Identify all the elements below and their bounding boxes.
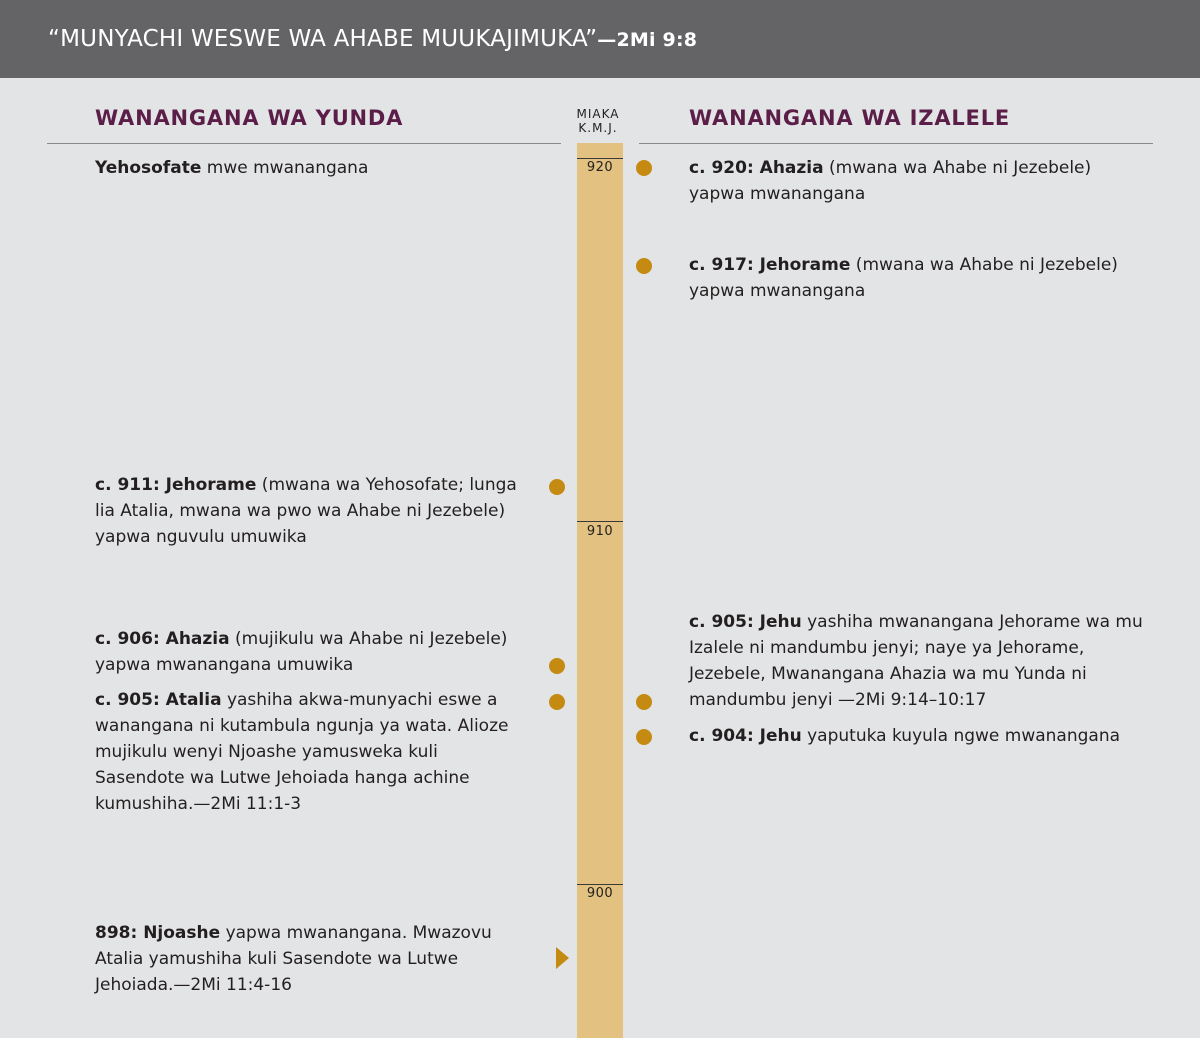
left-entry bbox=[95, 626, 515, 678]
left-column-title: WANANGANA WA YUNDA bbox=[95, 106, 404, 130]
left-entry bbox=[95, 472, 535, 550]
right-divider bbox=[639, 143, 1153, 144]
entry-text: (mwana wa Ahabe ni Jezebele) yapwa mwanangana bbox=[689, 255, 1118, 301]
timeline-marker-dot bbox=[636, 160, 652, 176]
timeline-marker-dot bbox=[636, 694, 652, 710]
timeline-tick-label: 900 bbox=[586, 886, 614, 901]
timeline-tick bbox=[577, 158, 623, 159]
timeline-tick bbox=[577, 884, 623, 885]
years-label-line2: K.M.J. bbox=[578, 121, 618, 135]
timeline-tick-label: 920 bbox=[586, 160, 614, 175]
entry-text: mwe mwanangana bbox=[201, 158, 369, 178]
right-column-title: WANANGANA WA IZALELE bbox=[689, 106, 1011, 130]
right-entry bbox=[689, 155, 1109, 207]
years-label-line1: MIAKA bbox=[576, 107, 620, 121]
timeline-tick-label: 910 bbox=[586, 524, 614, 539]
page-title bbox=[48, 26, 697, 52]
timeline-marker-dot bbox=[636, 729, 652, 745]
entry-text: yapwa mwanangana. Mwazovu Atalia yamushiha kuli Sasendote wa Lutwe Jehoiada.—2Mi 11:4-16 bbox=[95, 923, 492, 995]
header-banner bbox=[0, 0, 1200, 78]
timeline-marker-dot bbox=[549, 658, 565, 674]
entry-text: (mujikulu wa Ahabe ni Jezebele) yapwa mwanangana umuwika bbox=[95, 629, 508, 675]
entry-text: yashiha mwanangana Jehorame wa mu Izalele ni mandumbu jenyi; naye ya Jehorame, Jezebele, Mwanangana Ahazia wa mu Yunda ni mandumbu jenyi —2Mi 9:14–10:17 bbox=[689, 612, 1143, 710]
timeline-marker-dot bbox=[549, 694, 565, 710]
right-entry bbox=[689, 252, 1129, 304]
right-entry bbox=[689, 723, 1169, 749]
entry-text: yaputuka kuyula ngwe mwanangana bbox=[801, 726, 1121, 746]
entry-heading: c. 904: Jehu bbox=[689, 726, 802, 746]
entry-text: (mwana wa Yehosofate; lunga lia Atalia, mwana wa pwo wa Ahabe ni Jezebele) yapwa nguvulu umuwika bbox=[95, 475, 517, 547]
entry-heading: 898: Njoashe bbox=[95, 923, 221, 943]
timeline-marker-dot bbox=[549, 479, 565, 495]
timeline-bar bbox=[577, 143, 623, 1038]
entry-heading: Yehosofate bbox=[95, 158, 202, 178]
entry-heading: c. 920: Ahazia bbox=[689, 158, 824, 178]
left-entry bbox=[95, 687, 525, 817]
left-entry bbox=[95, 920, 525, 998]
timeline-marker-arrow-icon bbox=[556, 947, 569, 969]
years-label bbox=[562, 107, 634, 135]
entry-text: yashiha akwa-munyachi eswe a wanangana ni kutambula ngunja ya wata. Alioze mujikulu wenyi Njoashe yamusweka kuli Sasendote wa Lutwe Jehoiada hanga achine kumushiha.—2Mi 11:1-3 bbox=[95, 690, 509, 814]
left-divider bbox=[47, 143, 561, 144]
timeline-marker-dot bbox=[636, 258, 652, 274]
timeline-tick bbox=[577, 521, 623, 522]
left-entry bbox=[95, 155, 535, 181]
header-reference: —2Mi 9:8 bbox=[597, 29, 698, 51]
entry-text: (mwana wa Ahabe ni Jezebele) yapwa mwanangana bbox=[689, 158, 1092, 204]
entry-heading: c. 906: Ahazia bbox=[95, 629, 230, 649]
entry-heading: c. 917: Jehorame bbox=[689, 255, 851, 275]
entry-heading: c. 905: Atalia bbox=[95, 690, 222, 710]
entry-heading: c. 905: Jehu bbox=[689, 612, 802, 632]
header-title: “MUNYACHI WESWE WA AHABE MUUKAJIMUKA” bbox=[48, 26, 598, 52]
right-entry bbox=[689, 609, 1149, 713]
entry-heading: c. 911: Jehorame bbox=[95, 475, 257, 495]
